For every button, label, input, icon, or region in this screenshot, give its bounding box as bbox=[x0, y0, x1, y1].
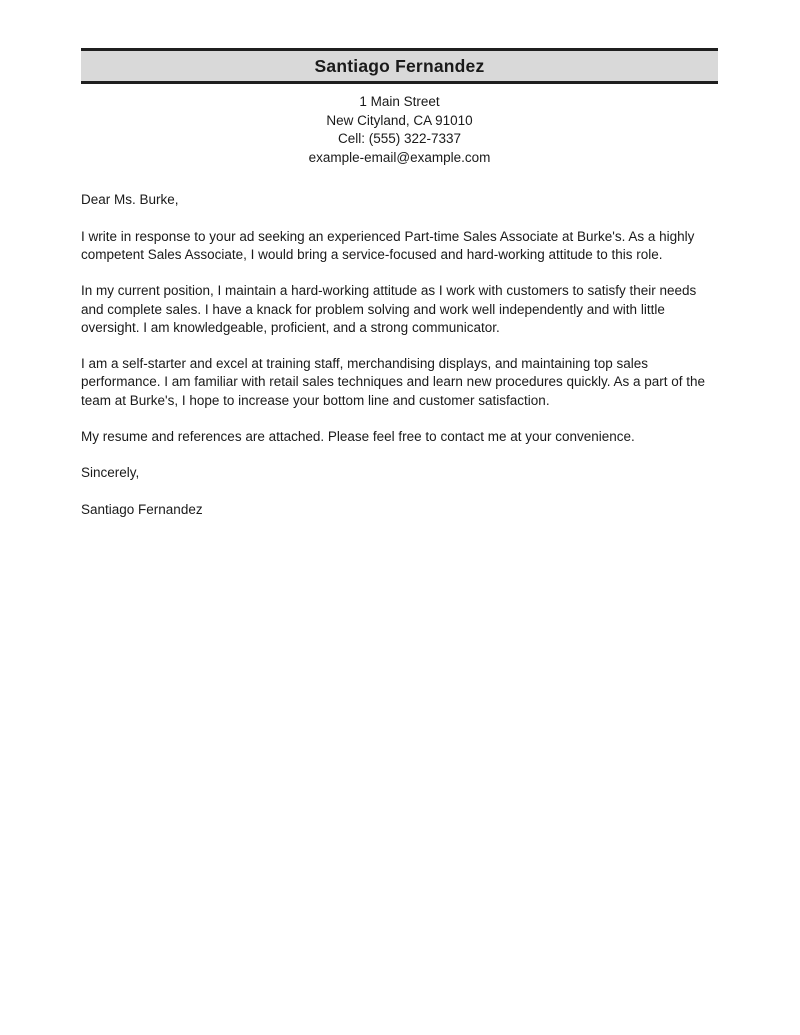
closing: Sincerely, bbox=[81, 465, 140, 481]
contact-phone: Cell: (555) 322-7337 bbox=[337, 131, 462, 147]
contact-block bbox=[81, 93, 718, 167]
body-paragraph-1: I write in response to your ad seeking an experienced Part-time Sales Associate at Burke's. As a highly competent Sales Associate, I would bring a service-focused and hard-working attitude to this role. bbox=[81, 228, 695, 262]
contact-email: example-email@example.com bbox=[308, 149, 491, 165]
body-paragraph-2: In my current position, I maintain a hard-working attitude as I work with customers to satisfy their needs and complete sales. I have a knack for problem solving and work well independently and with little oversight. I am knowledgeable, proficient, and a strong communicator. bbox=[81, 283, 697, 335]
applicant-name-heading: Santiago Fernandez bbox=[314, 56, 485, 76]
contact-address-line1: 1 Main Street bbox=[359, 94, 440, 109]
letter-header-bar bbox=[81, 48, 718, 84]
salutation: Dear Ms. Burke, bbox=[81, 192, 179, 208]
contact-address-line2: New Cityland, CA 91010 bbox=[326, 112, 473, 128]
body-paragraph-3: I am a self-starter and excel at training staff, merchandising displays, and maintaining top sales performance. I am familiar with retail sales techniques and learn new procedures quickly. As a part of the team at Burke's, I hope to increase your bottom line and customer satisfaction. bbox=[81, 356, 706, 408]
letter-body bbox=[81, 191, 718, 519]
signature-name: Santiago Fernandez bbox=[81, 501, 203, 517]
body-paragraph-4: My resume and references are attached. Please feel free to contact me at your convenience. bbox=[81, 429, 635, 445]
